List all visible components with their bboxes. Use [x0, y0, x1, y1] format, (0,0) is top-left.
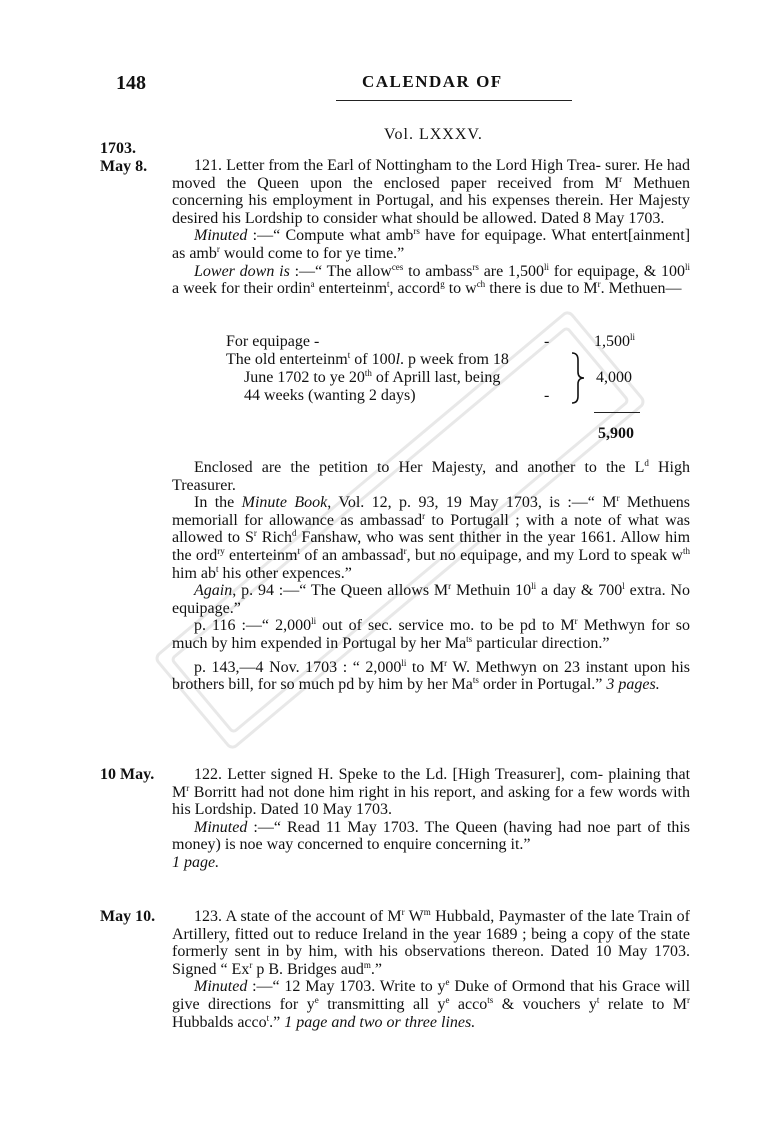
entry-123 — [172, 908, 690, 1031]
enclosure-note: Enclosed are the petition to Her Majesty, and another to the $L^d$ High Treasurer. — [172, 458, 690, 494]
page-116-note: p. 116 :—“ $2,000^{li}$ out of sec. service mo. to be pd to $M^r$ Methwyn for so much by him expended in Portugal by her $Ma^{ts}$ particular direction.” — [172, 616, 691, 652]
account-total: 5,900 — [598, 425, 634, 442]
account-value-entertainment: 4,000 — [596, 369, 632, 386]
account-row-entertainment-1: The old enterteinm$^t$ of 100l. p week from 18 — [226, 350, 509, 368]
account-row-entertainment-2: June 1702 to ye 20th of Aprill last, being — [244, 368, 501, 386]
entry-121 — [172, 157, 690, 298]
running-title: CALENDAR OF — [362, 72, 503, 91]
entry-123-minute: Minuted :—“ 12 May 1703. Write to $y^e$ Duke of Ormond that his Grace will give directions for $y^e$ transmitting all $y^e$ acco$^{ts}$ & vouchers $y^t$ relate to $M^r$ Hubbalds acco$^t$.” 1 page and two or three lines. — [172, 977, 691, 1031]
entry-122 — [172, 766, 690, 872]
entry-121-lower-down: Lower down is :—“ The allow$^{ces}$ to ambass$^{rs}$ are $1,500^{li}$ for equipage, & $100^{li}$ a week for their ordin$^a$ enterteinm$^t$, accord$^g$ to $w^{ch}$ there is due to $M^r$. Methuen— — [172, 261, 691, 298]
entry-122-pages: 1 page. — [172, 853, 220, 871]
page-number: 148 — [116, 72, 146, 94]
margin-date-may-10: May 10. — [100, 908, 156, 925]
entry-123-text: 123. A state of the account of $M^r$ $W^m$ Hubbald, Paymaster of the late Train of Artillery, fitted out to reduce Ireland in the year 1689 ; being a copy of the state formerly sent in by him, with his observations thereon. Dated 10 May 1703. Signed “ Ex$^r$ p B. Bridges aud$^m$.” — [172, 907, 691, 978]
volume-heading: Vol. LXXXV. — [384, 126, 483, 143]
account-row-equipage: For equipage - - — [226, 333, 550, 350]
entry-121-minute: Minuted :—“ Compute what amb$^{rs}$ have for equipage. What entert[ainment] as amb$^r$ would come to for ye time.” — [172, 226, 691, 262]
page-143-note: p. 143,—4 Nov. 1703 : “ $2,000^{li}$ to $M^r$ W. Methwyn on 23 instant upon his brothers bill, for so much pd by him by her $Ma^{ts}$ order in Portugal.” 3 pages. — [172, 657, 691, 694]
brace-symbol — [570, 352, 586, 404]
entry-122-text: 122. Letter signed H. Speke to the Ld. [High Treasurer], com- plaining that $M^r$ Borritt had not done him right in his report, and asking for a few words with his Lordship. Dated 10 May 1703. — [172, 766, 691, 819]
margin-date-may-8: May 8. — [100, 158, 148, 175]
total-rule — [594, 412, 640, 413]
entry-121-continued — [172, 459, 690, 694]
account-value-equipage: $1,500^{li}$ — [594, 332, 636, 350]
margin-year: 1703. — [100, 140, 136, 157]
margin-date-10-may: 10 May. — [100, 766, 155, 783]
account-row-entertainment-3: 44 weeks (wanting 2 days) - — [244, 387, 550, 404]
entry-121-text: 121. Letter from the Earl of Nottingham to the Lord High Trea- surer. He had moved the Queen upon the enclosed paper received from $M^r$ Methuen concerning his employment in Portugal, and his expenses therein. Her Majesty desired his Lordship to consider what should be allowed. Dated 8 May 1703. — [172, 157, 691, 227]
header-rule — [336, 100, 572, 101]
again-note: Again, p. 94 :—“ The Queen allows $M^r$ Methuin $10^{li}$ a day & 700$^l$ extra. No equipage.” — [172, 581, 691, 617]
minute-book-note: In the Minute Book, Vol. 12, p. 93, 19 May 1703, is :—“ $M^r$ Methuens memoriall for allowance as ambassad$^r$ to Portugall ; with a note of what was allowed to $S^r$ Rich$^d$ Fanshaw, who was sent thither in the year 1661. Allow him the ord$^{ry}$ enterteinm$^t$ of an ambassad$^r$, but no equipage, and my Lord to speak $w^{th}$ him $ab^t$ his other expences.” — [172, 493, 691, 582]
entry-122-minute: Minuted :—“ Read 11 May 1703. The Queen (having had noe part of this money) is noe way concerned to enquire concerning it.” — [172, 818, 691, 854]
